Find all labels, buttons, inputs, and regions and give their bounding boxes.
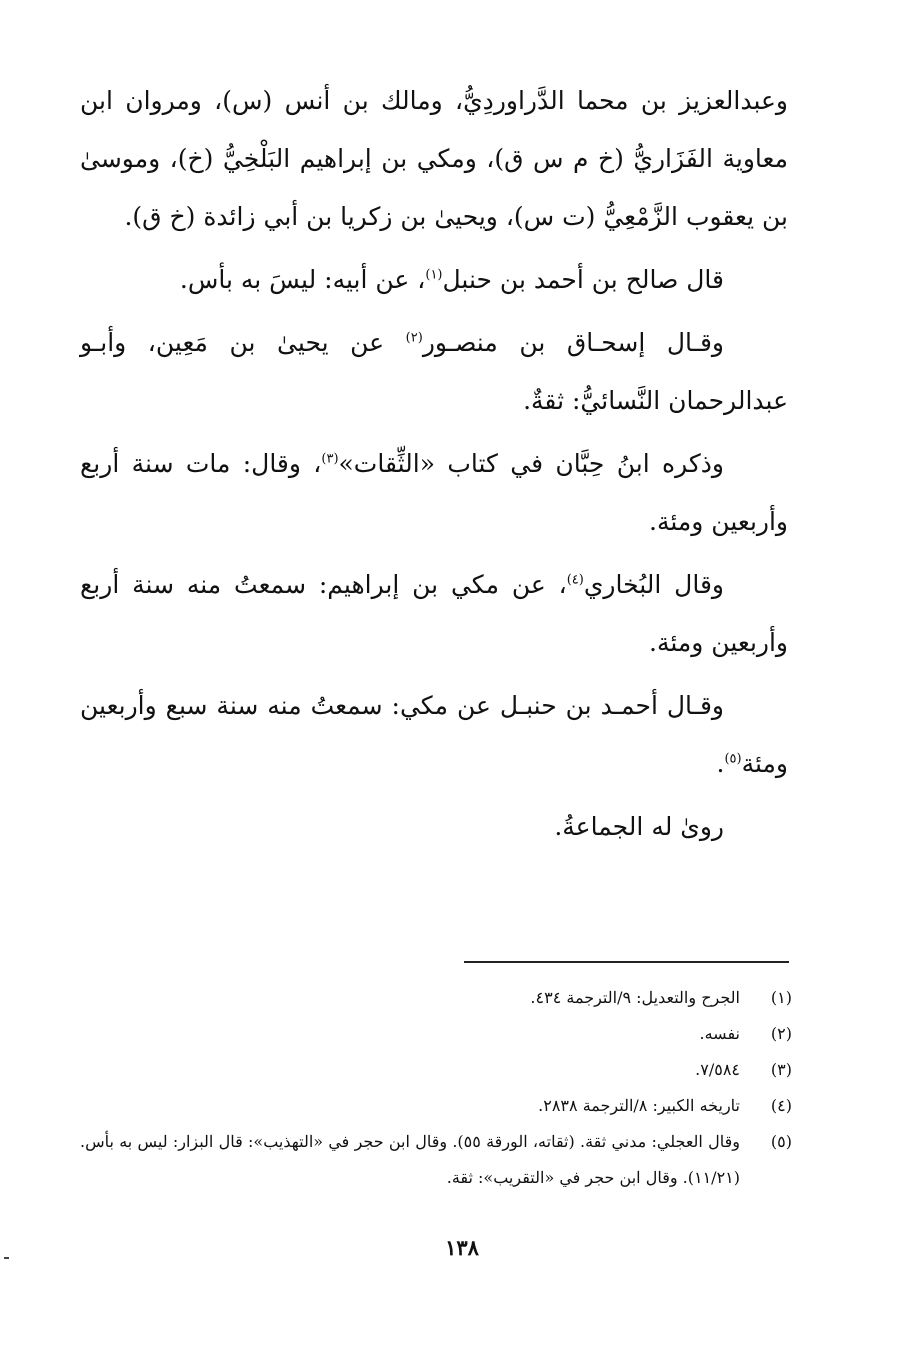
paragraph-text: وقـال أحمـد بن حنبـل عن مكي: سمعتُ منه سنة سبع وأربعين ومئة [80,691,788,778]
footnote-text: تاريخه الكبير: ٨/الترجمة ٢٨٣٨. [538,1096,740,1115]
page-number: ١٣٨ [445,1235,479,1260]
footnote-number: (٢) [770,1024,792,1043]
paragraph-bukhari [80,556,788,672]
paragraph-text: . [716,749,725,778]
footnote-5 [80,1124,792,1196]
footnote-1 [80,980,792,1016]
footnote-number: (١) [770,988,792,1007]
footnote-text: نفسه. [699,1024,740,1043]
footnotes-list [80,980,792,1196]
paragraph-text: ، عن مكي بن إبراهيم: سمعتُ منه سنة أربع وأربعين ومئة. [80,570,788,657]
paragraph-text: ، وقال: مات سنة أربع وأربعين ومئة. [80,449,788,536]
footnote-ref: (٢) [405,330,423,346]
paragraph-text: ، عن أبيه: ليسَ به بأس. [179,265,426,294]
paragraph-text: وقال البُخاري [583,570,724,599]
footnote-ref: (٣) [321,451,339,467]
footnote-text: وقال العجلي: مدني ثقة. (ثقاته، الورقة ٥٥). وقال ابن حجر في «التهذيب»: قال البزار: ليس به بأس. (١١/٢١). وقال ابن حجر في «التقريب»: ثقة. [80,1132,740,1187]
footnote-2 [80,1016,792,1052]
footnote-text: الجرح والتعديل: ٩/الترجمة ٤٣٤. [530,988,740,1007]
paragraph-text: قال صالح بن أحمد بن حنبل [442,265,724,294]
paragraph-text: روىٰ له الجماعةُ. [554,812,724,841]
main-text [80,72,788,861]
footnote-text: ٧/٥٨٤. [695,1060,740,1079]
paragraph-text: وذكره ابنُ حِبَّان في كتاب «الثِّقات» [338,449,724,478]
footnote-number: (٤) [770,1096,792,1115]
paragraph-text: وقـال إسحـاق بن منصـور [422,328,724,357]
paragraph-text: عن يحيىٰ بن مَعِين، وأبـو عبدالرحمان النَّسائيُّ: ثقةٌ. [80,328,788,415]
footnote-ref: (٤) [566,572,584,588]
paragraph-ishaq [80,314,788,430]
paragraph-text: وعبدالعزيز بن محما الدَّراوردِيُّ، ومالك بن أنس (س)، ومروان ابن معاوية الفَزَاريُّ (خ م س ق)، ومكي بن إبراهيم البَلْخِيُّ (خ)، وموسىٰ بن يعقوب الزَّمْعِيُّ (ت س)، ويحيىٰ بن زكريا بن أبي زائدة (خ ق). [80,86,788,231]
paragraph-jamaah [80,798,788,856]
paragraph-ahmad [80,677,788,793]
footnote-ref: (٥) [724,751,742,767]
paragraph-ibn-hibban [80,435,788,551]
footnote-4 [80,1088,792,1124]
footnote-separator [464,961,789,963]
footnote-number: (٣) [770,1060,792,1079]
paragraph-narrators [80,72,788,246]
paragraph-saleh [80,251,788,309]
scan-edge-mark [4,1257,9,1259]
footnote-3 [80,1052,792,1088]
footnote-number: (٥) [770,1132,792,1151]
footnote-ref: (١) [425,267,443,283]
